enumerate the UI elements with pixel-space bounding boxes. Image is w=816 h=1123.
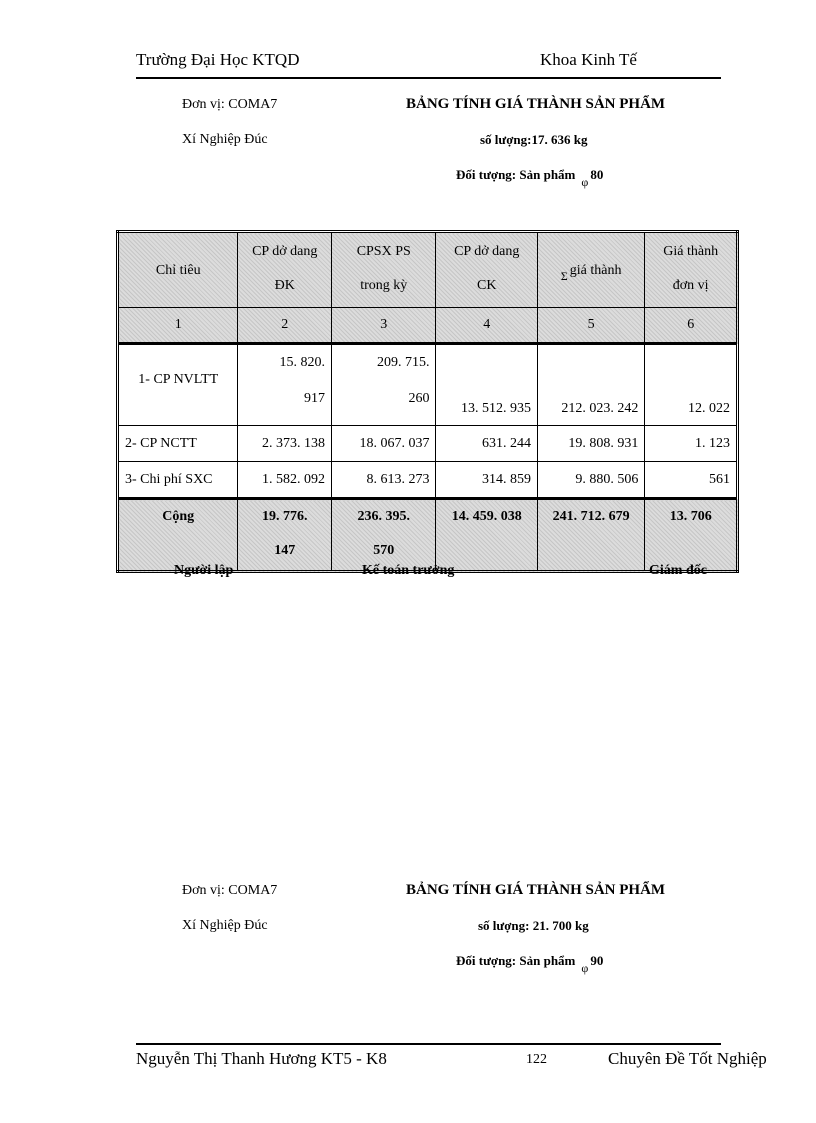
total-value: 13. 706 bbox=[645, 499, 738, 572]
footer-title: Chuyên Đề Tốt Nghiệp bbox=[608, 1049, 767, 1068]
object-prefix: Đối tượng: Sản phẩm bbox=[456, 167, 576, 182]
unit-line-1: Đơn vị: COMA7 bbox=[182, 883, 278, 898]
cell-value: 19. 808. 931 bbox=[537, 426, 644, 462]
unit-line-2: Xí Nghiệp Đúc bbox=[182, 132, 268, 147]
cell-line: 917 bbox=[303, 391, 325, 406]
cell-value: 212. 023. 242 bbox=[537, 344, 644, 426]
header-cpsx-l2: trong kỳ bbox=[360, 278, 408, 293]
cost-table bbox=[116, 230, 739, 573]
header-unit-cost bbox=[645, 232, 738, 308]
header-cpsx bbox=[331, 232, 436, 308]
object-value: 80 bbox=[590, 167, 604, 182]
cell-value: 12. 022 bbox=[645, 344, 738, 426]
total-value: 14. 459. 038 bbox=[436, 499, 537, 572]
cell-value: 1. 123 bbox=[645, 426, 738, 462]
table-number-row bbox=[118, 308, 738, 344]
header-rule bbox=[136, 77, 721, 79]
quantity-line: số lượng:17. 636 kg bbox=[480, 132, 588, 147]
signature-chief-accountant: Kế toán trưởng bbox=[362, 563, 455, 578]
row-label: 3- Chi phí SXC bbox=[118, 462, 238, 499]
header-cp-dd-dk-l2: ĐK bbox=[274, 278, 295, 293]
sheet-title: BẢNG TÍNH GIÁ THÀNH SẢN PHẨM bbox=[406, 96, 666, 112]
header-faculty: Khoa Kinh Tế bbox=[540, 50, 637, 69]
page-number: 122 bbox=[526, 1052, 547, 1067]
header-sum-label: giá thành bbox=[569, 263, 622, 278]
object-line bbox=[456, 953, 604, 975]
total-value bbox=[238, 499, 332, 572]
sigma-symbol: Σ bbox=[560, 269, 568, 283]
cell-value: 13. 512. 935 bbox=[436, 344, 537, 426]
table-total-row bbox=[118, 499, 738, 572]
cell-value bbox=[331, 344, 436, 426]
cell-line: 209. 715. bbox=[376, 355, 430, 370]
phi-symbol: φ bbox=[581, 961, 589, 975]
cell-line: 570 bbox=[373, 543, 395, 558]
table-row bbox=[118, 344, 738, 426]
col-number: 1 bbox=[118, 308, 238, 344]
header-cp-dd-ck-l1: CP dở dang bbox=[454, 244, 520, 259]
header-unit-cost-l1: Giá thành bbox=[663, 244, 719, 259]
cell-line: 19. 776. bbox=[261, 509, 308, 524]
row-label: 2- CP NCTT bbox=[118, 426, 238, 462]
header-cp-dd-dk bbox=[238, 232, 332, 308]
object-prefix: Đối tượng: Sản phẩm bbox=[456, 953, 576, 968]
total-value: 241. 712. 679 bbox=[537, 499, 644, 572]
footer-author: Nguyễn Thị Thanh Hương KT5 - K8 bbox=[136, 1049, 387, 1068]
header-unit-cost-l2: đơn vị bbox=[672, 278, 709, 293]
cell-line: 147 bbox=[274, 543, 296, 558]
header-cpsx-l1: CPSX PS bbox=[356, 244, 411, 259]
cell-value bbox=[238, 344, 332, 426]
row-label: 1- CP NVLTT bbox=[118, 344, 238, 426]
col-number: 3 bbox=[331, 308, 436, 344]
quantity-line: số lượng: 21. 700 kg bbox=[478, 918, 589, 933]
cell-value: 1. 582. 092 bbox=[238, 462, 332, 499]
header-cp-dd-dk-l1: CP dở dang bbox=[252, 244, 318, 259]
cell-value: 9. 880. 506 bbox=[537, 462, 644, 499]
col-number: 4 bbox=[436, 308, 537, 344]
cell-value: 18. 067. 037 bbox=[331, 426, 436, 462]
signature-director: Giám đốc bbox=[649, 563, 707, 578]
header-cp-dd-ck bbox=[436, 232, 537, 308]
unit-line-2: Xí Nghiệp Đúc bbox=[182, 918, 268, 933]
unit-line-1: Đơn vị: COMA7 bbox=[182, 97, 278, 112]
footer-rule bbox=[136, 1043, 721, 1045]
table-row bbox=[118, 426, 738, 462]
col-number: 2 bbox=[238, 308, 332, 344]
cell-line: 260 bbox=[408, 391, 430, 406]
col-number: 5 bbox=[537, 308, 644, 344]
object-value: 90 bbox=[590, 953, 604, 968]
cell-value: 8. 613. 273 bbox=[331, 462, 436, 499]
total-value bbox=[331, 499, 436, 572]
table-header-row bbox=[118, 232, 738, 308]
sheet-title: BẢNG TÍNH GIÁ THÀNH SẢN PHẨM bbox=[406, 882, 666, 898]
cell-line: 15. 820. bbox=[279, 355, 325, 370]
cell-value: 2. 373. 138 bbox=[238, 426, 332, 462]
header-chi-tieu: Chỉ tiêu bbox=[118, 232, 238, 308]
cell-value: 631. 244 bbox=[436, 426, 537, 462]
col-number: 6 bbox=[645, 308, 738, 344]
table-row bbox=[118, 462, 738, 499]
header-cp-dd-ck-l2: CK bbox=[476, 278, 497, 293]
signature-preparer: Người lập bbox=[174, 563, 234, 578]
cell-value: 314. 859 bbox=[436, 462, 537, 499]
header-school: Trường Đại Học KTQD bbox=[136, 50, 300, 69]
phi-symbol: φ bbox=[581, 175, 589, 189]
total-label: Cộng bbox=[118, 499, 238, 572]
header-sum-gia-thanh bbox=[537, 232, 644, 308]
cell-value: 561 bbox=[645, 462, 738, 499]
object-line bbox=[456, 167, 604, 189]
cell-line: 236. 395. bbox=[357, 509, 410, 524]
